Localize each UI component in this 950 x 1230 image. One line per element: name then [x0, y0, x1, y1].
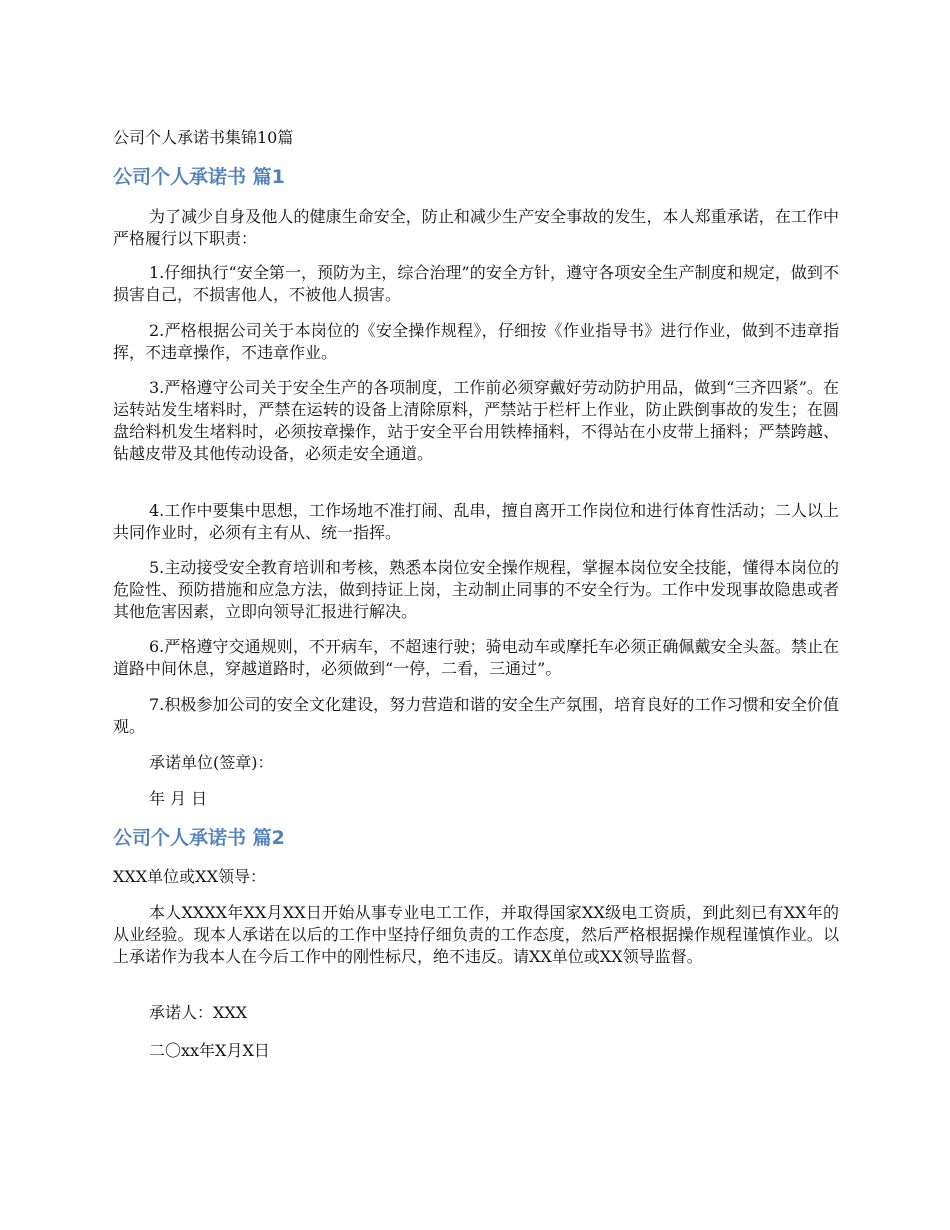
list-item-6: 6.严格遵守交通规则，不开病车，不超速行驶；骑电动车或摩托车必须正确佩戴安全头盔。禁止在道路中间休息，穿越道路时，必须做到“一停，二看，三通过”。	[113, 637, 839, 678]
document-title: 公司个人承诺书集锦10篇	[113, 128, 294, 147]
list-item-2: 2.严格根据公司关于本岗位的《安全操作规程》，仔细按《作业指导书》进行作业，做到不违章指挥，不违章操作，不违章作业。	[113, 321, 839, 362]
salutation: XXX单位或XX领导：	[113, 867, 266, 886]
section-heading-1: 公司个人承诺书 篇1	[113, 166, 285, 188]
list-item-4: 4.工作中要集中思想，工作场地不准打闹、乱串，擅自离开工作岗位和进行体育性活动；二人以上共同作业时，必须有主有从、统一指挥。	[113, 501, 839, 542]
list-item-1: 1.仔细执行“安全第一，预防为主，综合治理”的安全方针，遵守各项安全生产制度和规定，做到不损害自己，不损害他人，不被他人损害。	[113, 263, 839, 304]
list-item-7: 7.积极参加公司的安全文化建设，努力营造和谐的安全生产氛围，培育良好的工作习惯和安全价值观。	[113, 695, 839, 736]
section-heading-2: 公司个人承诺书 篇2	[113, 827, 285, 849]
paragraph-intro: 为了减少自身及他人的健康生命安全，防止和减少生产安全事故的发生，本人郑重承诺，在工作中严格履行以下职责：	[113, 207, 839, 248]
list-item-3: 3.严格遵守公司关于安全生产的各项制度，工作前必须穿戴好劳动防护用品，做到“三齐四紧”。在运转站发生堵料时，严禁在运转的设备上清除原料，严禁站于栏杆上作业，防止跌倒事故的发生；在圆盘给料机发生堵料时，必须按章操作，站于安全平台用铁棒捅料，不得站在小皮带上捅料；严禁跨越、钻越皮带及其他传动设备，必须走安全通道。	[113, 378, 839, 463]
date-line: 年 月 日	[149, 789, 208, 808]
signer-line: 承诺人：XXX	[149, 1003, 248, 1022]
list-item-5: 5.主动接受安全教育培训和考核，熟悉本岗位安全操作规程，掌握本岗位安全技能，懂得本岗位的危险性、预防措施和应急方法，做到持证上岗，主动制止同事的不安全行为。工作中发现事故隐患或者其他危害因素，立即向领导汇报进行解决。	[113, 558, 839, 621]
date-line-2: 二〇xx年X月X日	[149, 1041, 270, 1060]
signature-line: 承诺单位(签章)：	[149, 753, 274, 772]
paragraph-body: 本人XXXX年XX月XX日开始从事专业电工工作，并取得国家XX级电工资质，到此刻已有XX年的从业经验。现本人承诺在以后的工作中坚持仔细负责的工作态度，然后严格根据操作规程谨慎作业。以上承诺作为我本人在今后工作中的刚性标尺，绝不违反。请XX单位或XX领导监督。	[113, 903, 839, 966]
